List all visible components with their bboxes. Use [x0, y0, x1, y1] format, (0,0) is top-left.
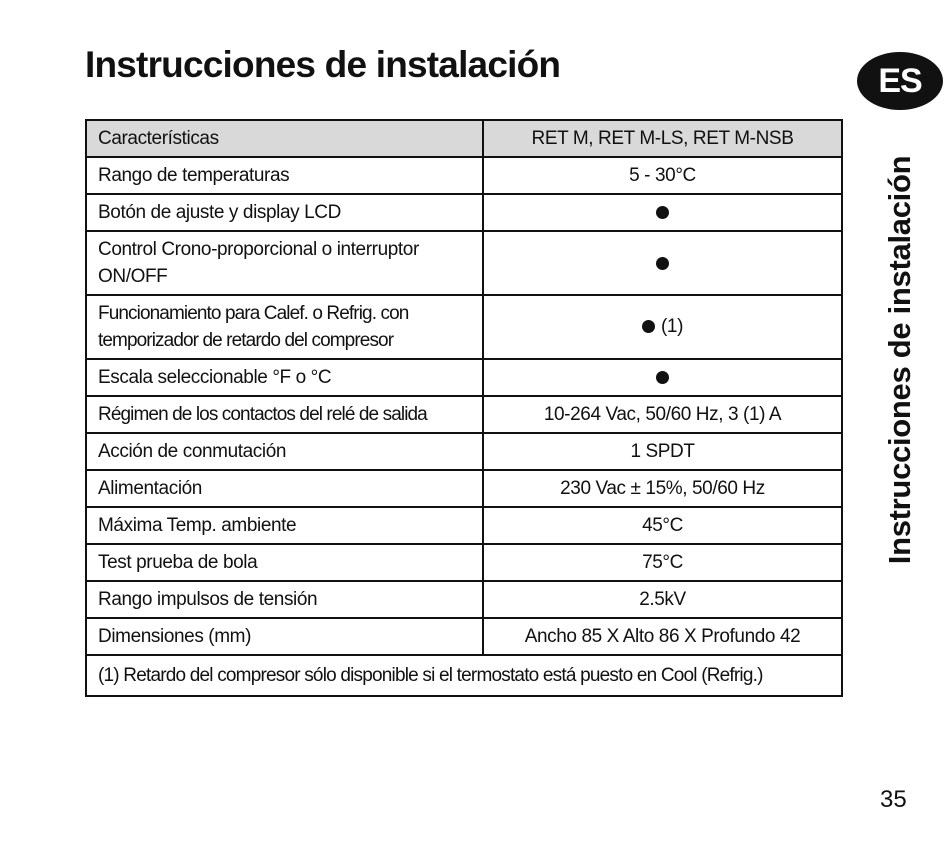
row-value: 45°C: [483, 507, 842, 544]
header-cell-models: RET M, RET M-LS, RET M-NSB: [483, 120, 842, 157]
row-label: Rango impulsos de tensión: [86, 581, 483, 618]
page-title: Instrucciones de instalación: [85, 44, 561, 85]
footnote-ref: (1): [660, 316, 684, 337]
bullet-icon: [656, 371, 669, 384]
row-label: Acción de conmutación: [86, 433, 483, 470]
row-label: Rango de temperaturas: [86, 157, 483, 194]
row-value: [483, 231, 842, 295]
row-label: Test prueba de bola: [86, 544, 483, 581]
row-label: Máxima Temp. ambiente: [86, 507, 483, 544]
header-cell-characteristics: Características: [86, 120, 483, 157]
row-label: Escala seleccionable °F o °C: [86, 359, 483, 396]
row-value: 1 SPDT: [483, 433, 842, 470]
table-row: [86, 433, 842, 470]
bullet-icon: [642, 320, 655, 333]
row-value: 5 - 30°C: [483, 157, 842, 194]
row-label: Dimensiones (mm): [86, 618, 483, 655]
page-number: 35: [880, 786, 907, 813]
table-row: [86, 194, 842, 231]
side-tab-title: Instrucciones de instalación: [882, 155, 917, 565]
table-row: [86, 295, 842, 359]
row-value: [483, 295, 842, 359]
row-label: Funcionamiento para Calef. o Refrig. con temporizador de retardo del compresor: [86, 295, 483, 359]
language-badge: ES: [857, 52, 943, 110]
footnote-text: (1) Retardo del compresor sólo disponible si el termostato está puesto en Cool (Refrig.): [86, 655, 842, 696]
row-value: 10-264 Vac, 50/60 Hz, 3 (1) A: [483, 396, 842, 433]
row-label: Botón de ajuste y display LCD: [86, 194, 483, 231]
row-value: 2.5kV: [483, 581, 842, 618]
row-value: 230 Vac ± 15%, 50/60 Hz: [483, 470, 842, 507]
row-value: 75°C: [483, 544, 842, 581]
table-header-row: [86, 120, 842, 157]
bullet-icon: [656, 257, 669, 270]
table-row: [86, 581, 842, 618]
row-label: Control Crono-proporcional o interruptor ON/OFF: [86, 231, 483, 295]
row-label: Alimentación: [86, 470, 483, 507]
footnote-row: [86, 655, 842, 696]
table-row: [86, 396, 842, 433]
bullet-icon: [656, 206, 669, 219]
table-row: [86, 618, 842, 655]
row-value: [483, 359, 842, 396]
specifications-table: [85, 119, 843, 697]
table-row: [86, 157, 842, 194]
table-row: [86, 231, 842, 295]
row-value: Ancho 85 X Alto 86 X Profundo 42: [483, 618, 842, 655]
table-row: [86, 359, 842, 396]
row-label: Régimen de los contactos del relé de salida: [86, 396, 483, 433]
table-row: [86, 544, 842, 581]
table-row: [86, 470, 842, 507]
row-value: [483, 194, 842, 231]
table-row: [86, 507, 842, 544]
